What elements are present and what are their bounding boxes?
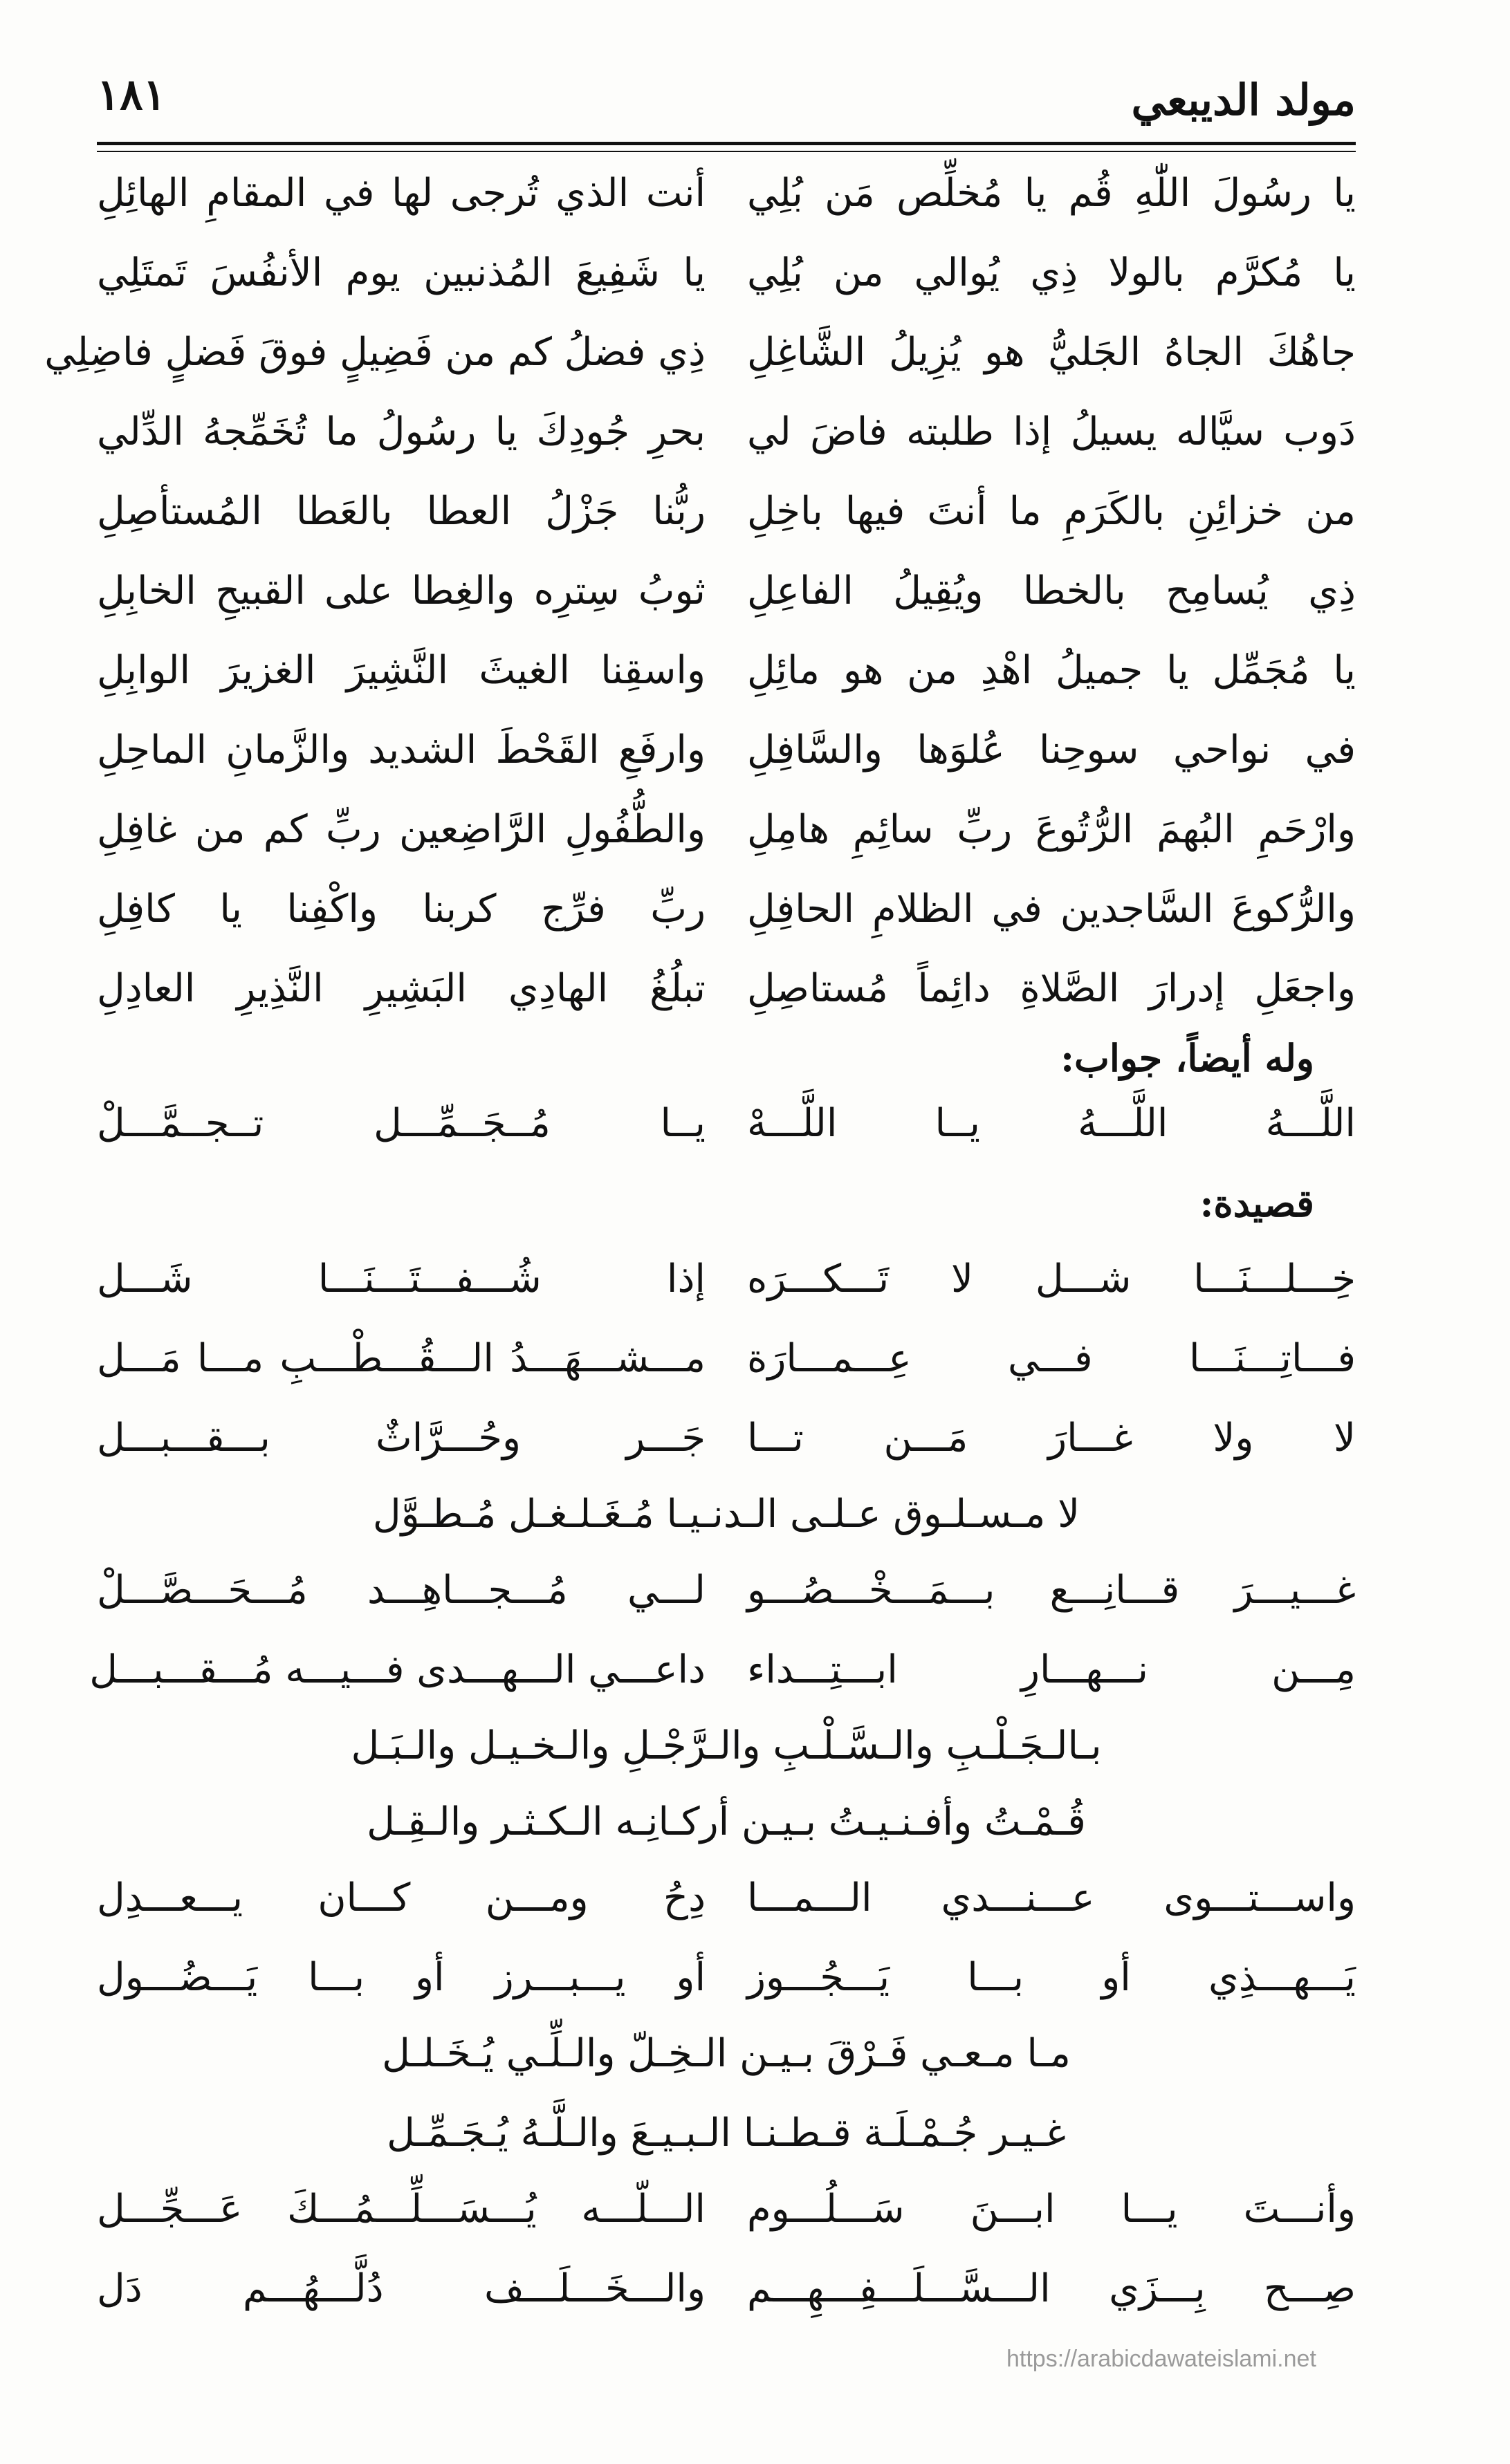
verse-line <box>97 633 1356 709</box>
verse-first-hemistich: جاهُكَ الجاهُ الجَليُّ هو يُزِيلُ الشَّاغِلِ <box>747 330 1356 375</box>
book-page <box>44 0 1356 2464</box>
centered-verse-line <box>97 1784 1356 1860</box>
verse-second-hemistich: الـــلّـــه يُـــسَـــلِّـــمُـــكَ عَـــجِّـــل <box>97 2187 706 2232</box>
verse-line <box>97 712 1356 788</box>
verse-first-hemistich: والرُّكوعَ السَّاجدين في الظلامِ الحافِلِ <box>747 887 1356 932</box>
verse-line <box>97 1553 1356 1629</box>
verse-line <box>97 951 1356 1027</box>
verse-first-hemistich: يا مُجَمِّل يا جميلُ اهْدِ من هو مائِلِ <box>747 648 1356 693</box>
centered-verse: مـا مـعـي فَـرْقَ بـيـن الـخِـلّ والـلِّـي يُـخَـلـل <box>382 2031 1071 2076</box>
section-heading: وله أيضاً، جواب: <box>1060 1036 1314 1080</box>
verse-first-hemistich: يا مُكرَّم بالولا ذِي يُوالي من بُلِي <box>747 250 1356 295</box>
verse-line <box>44 315 1356 391</box>
verse-line <box>97 235 1356 311</box>
verse-line <box>97 474 1356 550</box>
verse-line <box>97 156 1356 232</box>
verse-first-hemistich: وأنـــتَ يـــا ابـــنَ سَـــلُـــوم <box>747 2187 1356 2232</box>
centered-verse-line <box>97 1708 1356 1784</box>
verse-second-hemistich: واسقِنا الغيثَ النَّشِيرَ الغزيرَ الوابِلِ <box>97 648 706 693</box>
verse-line <box>97 394 1356 470</box>
verse-first-hemistich: واجعَلِ إدرارَ الصَّلاةِ دائِماً مُستاصِلِ <box>747 966 1356 1011</box>
verse-second-hemistich: ربِّ فرِّج كربنا واكْفِنا يا كافِلِ <box>97 887 706 932</box>
verse-first-hemistich: اللَّـــهُ اللَّـــهُ يــا اللَّـــهْ <box>747 1101 1356 1146</box>
verse-first-hemistich: لا ولا غـــارَ مَـــن تـــا <box>747 1416 1356 1461</box>
verse-line <box>97 1400 1356 1476</box>
verse-second-hemistich: أو يـــبـــرز أو بـــا يَـــضُـــول <box>97 1955 706 2000</box>
verse-first-hemistich: فـــاتِـــنَـــا فـــي عِـــمـــارَة <box>747 1336 1356 1381</box>
verse-line <box>97 792 1356 868</box>
page-header <box>97 54 1356 137</box>
verse-first-hemistich: واســـتـــوى عـــنـــدي الـــمـــا <box>747 1875 1356 1920</box>
verse-second-hemistich: مـــشـــهَـــدُ الـــقُـــطْـــبِ مـــا مَـــل <box>97 1336 706 1381</box>
verse-line <box>97 1940 1356 2016</box>
verse-line <box>89 1632 1356 1708</box>
verse-first-hemistich: يا رسُولَ اللّٰهِ قُم يا مُخلِّص مَن بُلِي <box>747 171 1356 216</box>
verse-first-hemistich: وارْحَمِ البُهمَ الرُّتُوعَ ربِّ سائِمِ هامِلِ <box>747 807 1356 852</box>
verse-line <box>97 871 1356 947</box>
verse-second-hemistich: إذا شُـــفـــتَـــنَـــا شَـــل <box>97 1257 706 1302</box>
verse-second-hemistich: وارفَعِ القَحْطَ الشديد والزَّمانِ الماحِلِ <box>97 728 706 772</box>
verse-second-hemistich: بحرِ جُودِكَ يا رسُولُ ما تُخَمِّجهُ الدِّلي <box>97 409 706 454</box>
verse-first-hemistich: غـــيـــرَ قـــانِـــع بـــمَـــخْـــصُـــو <box>747 1568 1356 1613</box>
verse-second-hemistich: ثوبُ سِترِه والغِطا على القبيحِ الخابِلِ <box>97 568 706 613</box>
verse-first-hemistich: يَـــهـــذِي أو بـــا يَـــجُـــوز <box>747 1955 1356 2000</box>
verse-first-hemistich: في نواحي سوحِنا عُلوَها والسَّافِلِ <box>747 728 1356 772</box>
verse-line <box>97 1321 1356 1397</box>
running-title: مولد الديبعي <box>1131 75 1356 125</box>
verse-second-hemistich: دِحُ ومـــن كـــان يـــعـــدِل <box>97 1875 706 1920</box>
centered-verse-line <box>97 1476 1356 1553</box>
verse-first-hemistich: خِـــلـــنَـــا شـــل لا تَـــكـــرَه <box>747 1257 1356 1302</box>
verse-second-hemistich: ربُّنا جَزْلُ العطا بالعَطا المُستأصِلِ <box>97 489 706 534</box>
verse-first-hemistich: من خزائِنِ بالكَرَمِ ما أنتَ فيها باخِلِ <box>747 489 1356 534</box>
verse-second-hemistich: والطُّفُولِ الرَّاضِعين ربِّ كم من غافِلِ <box>97 807 706 852</box>
verse-second-hemistich: داعـــي الـــهـــدى فـــيـــه مُـــقـــبـــل <box>89 1647 706 1692</box>
header-rule-thin <box>97 151 1356 152</box>
section-heading-line <box>97 1165 1356 1241</box>
verse-second-hemistich: لـــي مُـــجـــاهِـــد مُـــحَـــصَّـــلْ <box>97 1568 706 1613</box>
centered-verse: غـيـر جُـمْـلَـة قـطـنـا الـبـيـعَ والـلَّـهُ يُـجَـمِّـل <box>387 2111 1066 2156</box>
verse-second-hemistich: ذِي فضلُ كم من فَضِيلٍ فوقَ فَضلٍ فاضِلِي <box>44 330 706 375</box>
verse-line <box>97 553 1356 629</box>
centered-verse-line <box>97 2095 1356 2171</box>
verse-line <box>97 1241 1356 1317</box>
header-rule-thick <box>97 142 1356 145</box>
centered-verse: قُـمْـتُ وأفـنـيـتُ بـيـن أركـانِـه الـكـثـر والـقِـل <box>367 1799 1086 1844</box>
verse-line <box>97 2171 1356 2248</box>
verse-first-hemistich: ذِي يُسامِح بالخطا ويُقِيلُ الفاعِلِ <box>747 568 1356 613</box>
verse-first-hemistich: مِـــن نـــهـــارِ ابـــتِـــداء <box>747 1647 1356 1692</box>
verse-first-hemistich: صِـــح بِـــزَي الـــسَّـــلَـــفِـــهِـــم <box>747 2266 1356 2311</box>
section-heading-line <box>97 1020 1356 1096</box>
centered-verse-line <box>97 2016 1356 2092</box>
centered-verse: بـالـجَـلْـبِ والـسَّـلْـبِ والـرَّجْـلِ والـخـيـل والـبَـل <box>351 1723 1102 1768</box>
verse-second-hemistich: تبلُغُ الهادِي البَشِيرِ النَّذِيرِ العادِلِ <box>97 966 706 1011</box>
verse-second-hemistich: جَـــر وحُـــرَّاثٌ بـــقـــبـــل <box>97 1416 706 1461</box>
page-number: ١٨١ <box>97 69 166 120</box>
watermark-url: https://arabicdawateislami.net <box>1006 2346 1316 2372</box>
centered-verse: لا مـسـلـوق عـلـى الـدنـيـا مُـغَـلـغـل مُـطـوَّل <box>372 1492 1080 1537</box>
verse-line <box>97 1086 1356 1162</box>
verse-line <box>97 2251 1356 2327</box>
section-heading: قصيدة: <box>1199 1181 1314 1225</box>
verse-second-hemistich: يا شَفِيعَ المُذنبين يوم الأنفُسَ تَمتَلِي <box>97 250 706 295</box>
verse-second-hemistich: أنت الذي تُرجى لها في المقامِ الهائِلِ <box>97 171 706 216</box>
verse-second-hemistich: يــا مُــجَــمِّـــل تــجــمَّـــلْ <box>97 1101 706 1146</box>
verse-second-hemistich: والـــخَـــلَـــف دُلَّـــهُـــم دَل <box>97 2266 706 2311</box>
verse-line <box>97 1860 1356 1936</box>
verse-first-hemistich: دَوب سيَّاله يسيلُ إذا طلبته فاضَ لي <box>747 409 1356 454</box>
